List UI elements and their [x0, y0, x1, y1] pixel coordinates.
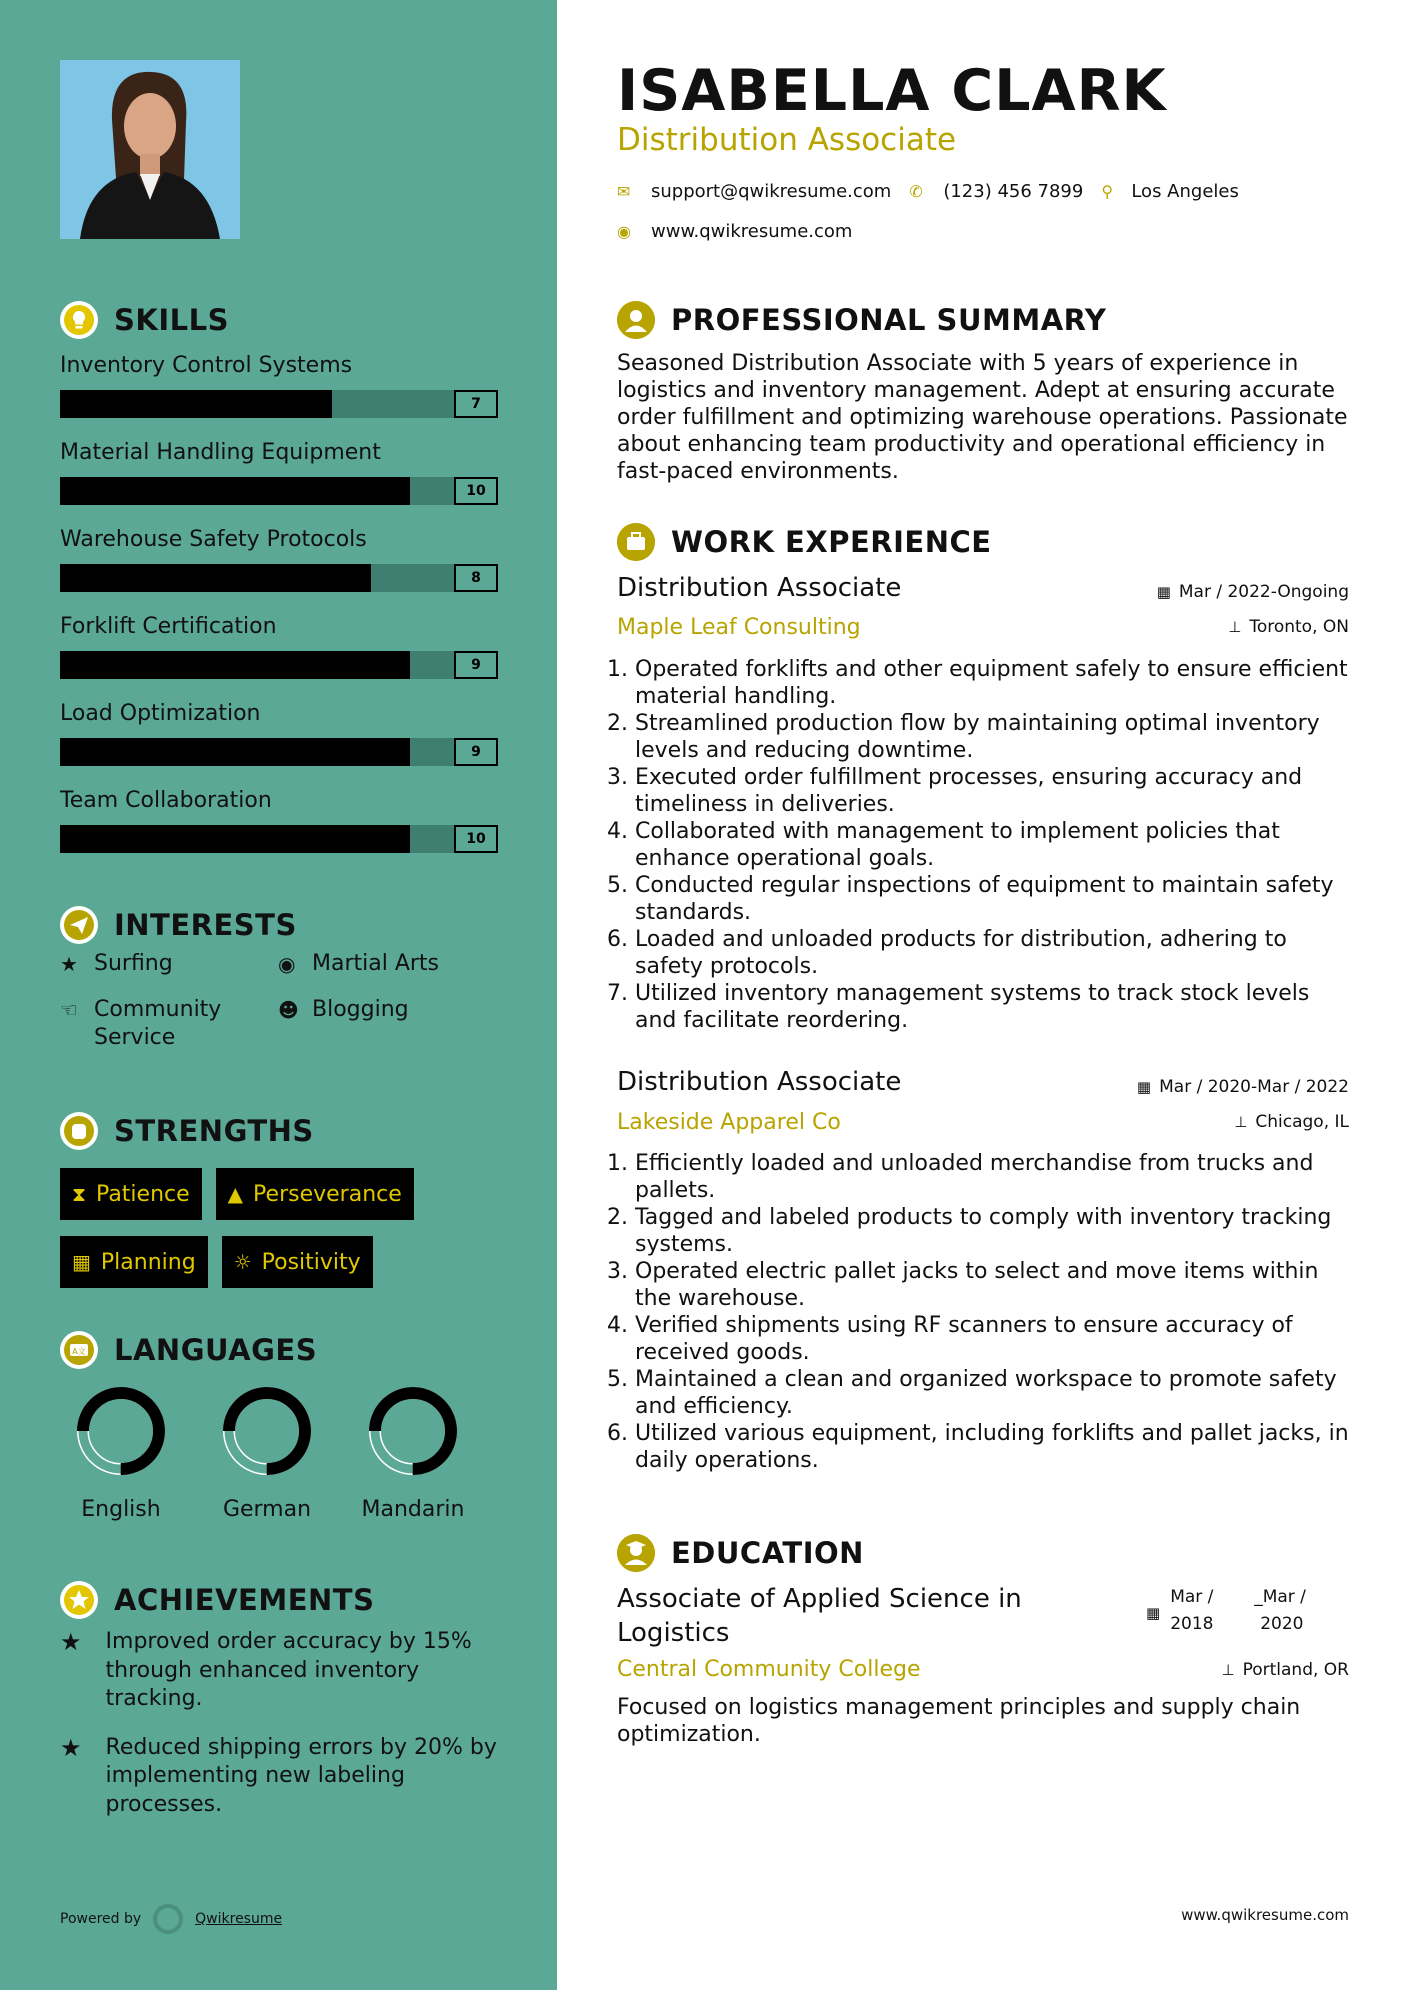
skill-bar: [60, 738, 498, 766]
duty-item: 1. Operated forklifts and other equipment safely to ensure efficient material handling.: [635, 656, 1357, 710]
job-duties: [617, 1150, 1357, 1474]
skills-list: [60, 348, 498, 870]
skill-bar-fill: [60, 390, 332, 418]
skill-item: [60, 783, 498, 870]
duty-item: 5. Conducted regular inspections of equipment to maintain safety standards.: [635, 872, 1357, 926]
skill-bar-fill: [60, 651, 410, 679]
interest-item: [60, 996, 278, 1052]
sun-icon: ☼: [233, 1250, 252, 1274]
interest-item: [60, 950, 278, 978]
job-title: Distribution Associate: [617, 1067, 902, 1097]
summary-text: Seasoned Distribution Associate with 5 years of experience in logistics and inventory management. Adept at ensuring accurate order fulfillment and optimizing warehouse operations. Passionate about enhancing team productivity and operational efficiency in fast-paced environments.: [617, 351, 1348, 484]
candidate-name: ISABELLA CLARK: [617, 58, 1167, 124]
education-description: Focused on logistics management principles and supply chain optimization.: [617, 1695, 1301, 1747]
skills-heading: [60, 301, 229, 339]
language-item: [206, 1385, 352, 1522]
pin-icon: ⊥: [1221, 1661, 1235, 1679]
calendar-icon: ▦: [1146, 1604, 1161, 1622]
strength-label: Patience: [96, 1181, 190, 1207]
sidebar: [0, 0, 557, 1990]
duty-item: 6. Utilized various equipment, including forklifts and pallet jacks, in daily operations.: [635, 1420, 1357, 1474]
interest-item: [278, 950, 496, 978]
skill-bar: [60, 564, 498, 592]
duty-item: 4. Collaborated with management to implement policies that enhance operational goals.: [635, 818, 1357, 872]
skill-item: [60, 522, 498, 609]
language-item: [60, 1385, 206, 1522]
skill-item: [60, 435, 498, 522]
duty-item: 2. Streamlined production flow by maintaining optimal inventory levels and reducing downtime.: [635, 710, 1357, 764]
strengths-heading: [60, 1112, 314, 1150]
interest-label: Blogging: [312, 997, 409, 1022]
skill-name: Forklift Certification: [60, 614, 277, 639]
education-location: [1222, 1660, 1350, 1680]
hourglass-icon: ⧗: [72, 1182, 87, 1206]
candidate-role: Distribution Associate: [617, 122, 957, 158]
job-title: Distribution Associate: [617, 573, 902, 603]
skill-item: [60, 609, 498, 696]
language-name: German: [222, 1497, 312, 1522]
profile-photo: [60, 60, 240, 239]
skill-name: Team Collaboration: [60, 788, 272, 813]
trophy-icon: [60, 1581, 98, 1619]
duty-item: 3. Executed order fulfillment processes, ensuring accuracy and timeliness in deliveries.: [635, 764, 1357, 818]
powered-by: [60, 1904, 282, 1934]
road-icon: ▲: [227, 1182, 244, 1206]
language-level-ring: [367, 1385, 459, 1477]
summary-heading: [617, 301, 1106, 339]
website-row: [617, 221, 852, 242]
star-icon: ★: [60, 952, 78, 976]
company-name: Lakeside Apparel Co: [617, 1110, 841, 1135]
language-name: Mandarin: [361, 1497, 465, 1522]
svg-text:A文: A文: [72, 1347, 86, 1356]
interest-label: Martial Arts: [312, 951, 440, 976]
briefcase-icon: [617, 523, 655, 561]
duty-item: 1. Efficiently loaded and unloaded merchandise from trucks and pallets.: [635, 1150, 1357, 1204]
job-location: [1234, 1112, 1349, 1132]
qwikresume-link[interactable]: Qwikresume: [195, 1911, 283, 1927]
skill-bar-fill: [60, 738, 410, 766]
footer-website[interactable]: www.qwikresume.com: [1181, 1906, 1349, 1924]
lightbulb-icon: [60, 301, 98, 339]
achievement-text: Improved order accuracy by 15% through enhanced inventory tracking.: [105, 1629, 472, 1711]
achievements-list: [60, 1628, 500, 1839]
achievement-item: [60, 1628, 500, 1714]
languages-list: [60, 1385, 500, 1522]
skill-score: 8: [454, 564, 498, 592]
experience-title: WORK EXPERIENCE: [671, 525, 992, 559]
education-location-text: Portland, OR: [1242, 1660, 1349, 1680]
job-dates-text: Mar / 2022-Ongoing: [1178, 582, 1349, 602]
location: Los Angeles: [1131, 181, 1239, 202]
calendar-icon: ▦: [1156, 583, 1171, 601]
translate-icon: [60, 1331, 98, 1369]
edu-end-month: _Mar /: [1254, 1587, 1306, 1607]
languages-title: LANGUAGES: [114, 1333, 318, 1367]
duty-item: 3. Operated electric pallet jacks to select and move items within the warehouse.: [635, 1258, 1357, 1312]
language-item: [352, 1385, 498, 1522]
pin-icon: ⊥: [1228, 618, 1242, 636]
strengths-title: STRENGTHS: [114, 1114, 314, 1148]
edu-start-year: 2018: [1170, 1614, 1214, 1634]
phone-icon: ✆: [909, 182, 923, 201]
strength-label: Perseverance: [253, 1181, 402, 1207]
skill-bar: [60, 390, 498, 418]
calendar-icon: ▦: [1136, 1078, 1152, 1096]
skill-score: 10: [454, 825, 498, 853]
skill-bar: [60, 651, 498, 679]
achievement-item: [60, 1734, 500, 1820]
skill-score: 7: [454, 390, 498, 418]
contact-row: [617, 181, 1239, 202]
website[interactable]: www.qwikresume.com: [651, 221, 853, 242]
language-name: English: [81, 1497, 161, 1522]
pin-icon: ⊥: [1234, 1113, 1248, 1131]
strength-badge: [60, 1168, 202, 1220]
job-dates-text: Mar / 2020-Mar / 2022: [1159, 1077, 1349, 1097]
qwikresume-logo-icon: [153, 1904, 183, 1934]
duty-item: 5. Maintained a clean and organized workspace to promote safety and efficiency.: [635, 1366, 1357, 1420]
skill-bar: [60, 825, 498, 853]
achievements-title: ACHIEVEMENTS: [114, 1583, 375, 1617]
skill-name: Material Handling Equipment: [60, 440, 381, 465]
calendar-icon: ▦: [72, 1250, 91, 1274]
strength-label: Positivity: [261, 1249, 361, 1275]
phone: (123) 456 7899: [943, 181, 1084, 202]
job-duties: [617, 656, 1357, 1034]
map-pin-icon: ⚲: [1101, 182, 1114, 201]
language-level-ring: [75, 1385, 167, 1477]
strength-badge: [60, 1236, 208, 1288]
skill-bar-fill: [60, 825, 410, 853]
skills-title: SKILLS: [114, 303, 229, 337]
job-location: [1228, 617, 1349, 637]
powered-by-label: Powered by: [60, 1911, 142, 1927]
school-name: Central Community College: [617, 1657, 921, 1682]
star-icon: ★: [60, 1628, 82, 1656]
experience-heading: [617, 523, 992, 561]
duty-item: 4. Verified shipments using RF scanners to ensure accuracy of received goods.: [635, 1312, 1357, 1366]
education-title: EDUCATION: [671, 1536, 864, 1570]
summary-title: PROFESSIONAL SUMMARY: [671, 303, 1107, 337]
user-icon: [617, 301, 655, 339]
interests-title: INTERESTS: [114, 908, 297, 942]
education-dates: [1146, 1584, 1314, 1638]
users-icon: ☻: [278, 998, 299, 1022]
skill-score: 9: [454, 738, 498, 766]
fist-icon: [60, 1112, 98, 1150]
company-name: Maple Leaf Consulting: [617, 615, 861, 640]
hand-icon: ☜: [60, 998, 78, 1022]
skill-bar-fill: [60, 564, 371, 592]
achievements-heading: [60, 1581, 374, 1619]
interest-label: Community Service: [94, 997, 222, 1050]
graduate-icon: [617, 1534, 655, 1572]
job-location-text: Chicago, IL: [1255, 1112, 1349, 1132]
degree: Associate of Applied Science in Logistics: [617, 1584, 1022, 1648]
strength-label: Planning: [100, 1249, 196, 1275]
skill-name: Warehouse Safety Protocols: [60, 527, 367, 552]
skill-item: [60, 696, 498, 783]
strength-badge: [216, 1168, 414, 1220]
job-location-text: Toronto, ON: [1249, 617, 1349, 637]
star-icon: ★: [60, 1733, 82, 1762]
job-dates: [1157, 582, 1349, 602]
envelope-icon: ✉: [617, 182, 631, 201]
strengths-list: [60, 1168, 500, 1288]
skill-bar-fill: [60, 477, 410, 505]
language-level-ring: [221, 1385, 313, 1477]
edu-start-month: Mar /: [1170, 1587, 1214, 1607]
duty-item: 7. Utilized inventory management systems to track stock levels and facilitate reordering.: [635, 980, 1357, 1034]
edu-end-year: 2020: [1260, 1614, 1304, 1634]
interest-item: [278, 996, 496, 1052]
education-heading: [617, 1534, 864, 1572]
skill-item: [60, 348, 498, 435]
skill-score: 10: [454, 477, 498, 505]
interest-label: Surfing: [94, 951, 173, 976]
globe-icon: ◉: [278, 952, 296, 976]
paper-plane-icon: [60, 906, 98, 944]
duty-item: 2. Tagged and labeled products to comply with inventory tracking systems.: [635, 1204, 1357, 1258]
skill-name: Load Optimization: [60, 701, 261, 726]
skill-bar: [60, 477, 498, 505]
email[interactable]: support@qwikresume.com: [651, 181, 892, 202]
strength-badge: [222, 1236, 373, 1288]
interests-list: [60, 950, 500, 1052]
duty-item: 6. Loaded and unloaded products for distribution, adhering to safety protocols.: [635, 926, 1357, 980]
interests-heading: [60, 906, 297, 944]
job-dates: [1137, 1077, 1349, 1097]
globe-icon: ◉: [617, 222, 631, 241]
skill-score: 9: [454, 651, 498, 679]
skill-name: Inventory Control Systems: [60, 353, 353, 378]
languages-heading: [60, 1331, 317, 1369]
achievement-text: Reduced shipping errors by 20% by implementing new labeling processes.: [105, 1734, 497, 1817]
